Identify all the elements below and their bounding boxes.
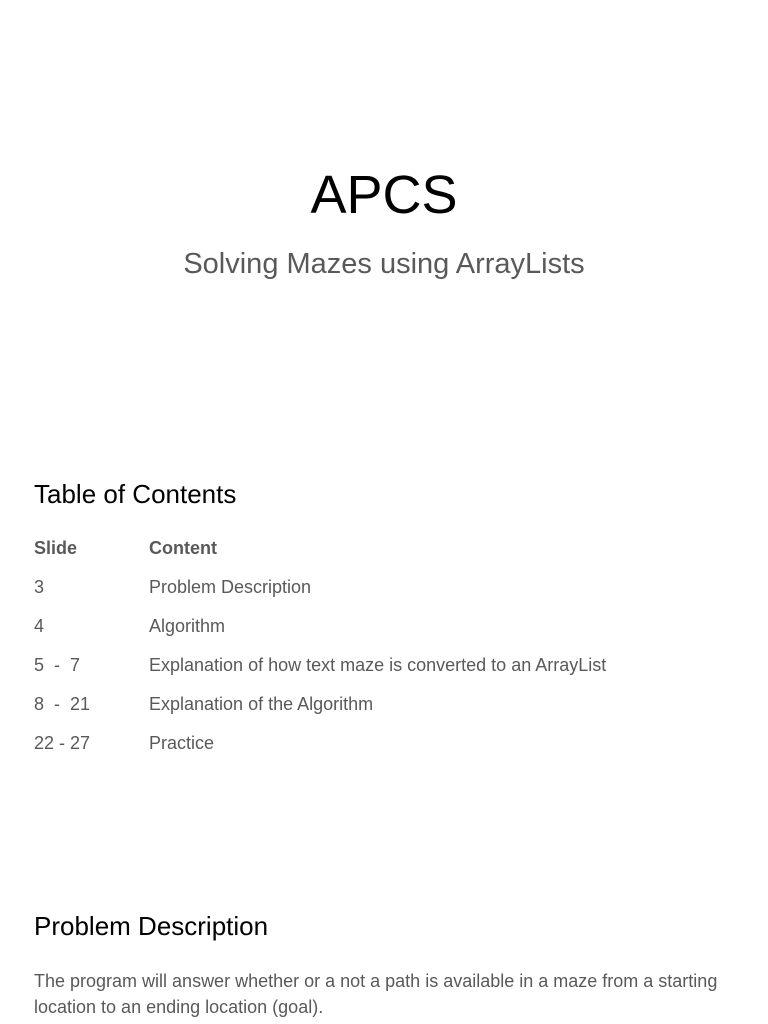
toc-column-header-content: Content <box>149 538 217 558</box>
presentation-title: APCS <box>310 165 458 225</box>
toc-content-title: Algorithm <box>149 616 226 636</box>
toc-header-row <box>34 536 606 575</box>
problem-body-text: The program will answer whether or a not a path is available in a maze from a starting location to an ending location (goal). <box>34 971 718 1017</box>
table-row <box>34 653 606 692</box>
toc-content-title: Explanation of how text maze is converted to an ArrayList <box>149 655 607 675</box>
toc-slide-number: 5 - 7 <box>34 655 81 675</box>
title-slide <box>0 0 768 400</box>
table-row <box>34 575 606 614</box>
toc-heading: Table of Contents <box>34 479 237 509</box>
toc-slide-number: 22 - 27 <box>34 733 91 753</box>
toc-slide-number: 3 <box>34 577 45 597</box>
toc-slide-number: 8 - 21 <box>34 694 91 714</box>
table-row <box>34 692 606 731</box>
table-of-contents-slide <box>0 470 768 790</box>
table-row <box>34 614 606 653</box>
problem-description-slide <box>0 900 768 1024</box>
toc-content-title: Problem Description <box>149 577 312 597</box>
toc-column-header-slide: Slide <box>34 538 78 558</box>
problem-heading: Problem Description <box>34 911 269 941</box>
toc-table <box>34 536 606 770</box>
table-row <box>34 731 606 770</box>
toc-content-title: Practice <box>149 733 215 753</box>
toc-content-title: Explanation of the Algorithm <box>149 694 374 714</box>
toc-slide-number: 4 <box>34 616 45 636</box>
presentation-subtitle: Solving Mazes using ArrayLists <box>183 248 585 280</box>
